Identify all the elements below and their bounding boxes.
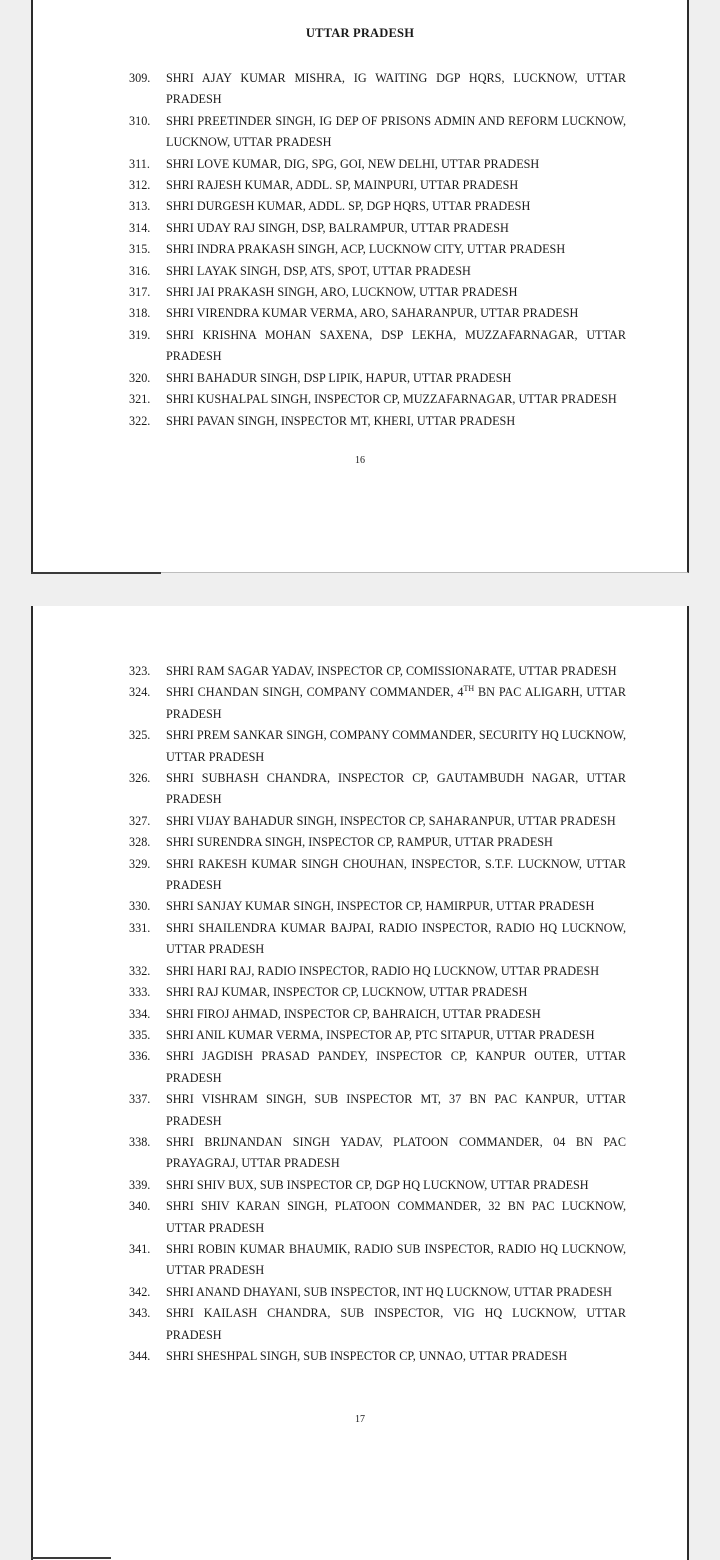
entry-text: SHRI ROBIN KUMAR BHAUMIK, RADIO SUB INSPECTOR, RADIO HQ LUCKNOW, UTTAR PRADESH xyxy=(166,1241,626,1278)
entry-number: 319. xyxy=(129,327,151,342)
document-page-16 xyxy=(31,0,689,573)
list-item xyxy=(33,1282,687,1303)
list-item xyxy=(33,1004,687,1025)
entry-number: 329. xyxy=(129,856,151,871)
entry-text: SHRI BRIJNANDAN SINGH YADAV, PLATOON COMMANDER, 04 BN PAC PRAYAGRAJ, UTTAR PRADESH xyxy=(166,1134,626,1171)
list-item xyxy=(33,261,687,282)
page-shadow xyxy=(31,572,161,574)
entry-text: SHRI VISHRAM SINGH, SUB INSPECTOR MT, 37 BN PAC KANPUR, UTTAR PRADESH xyxy=(166,1092,626,1128)
list-item xyxy=(33,832,687,853)
entry-number: 327. xyxy=(129,813,151,828)
list-item xyxy=(33,1046,687,1089)
list-item xyxy=(33,1089,687,1132)
entry-number: 310. xyxy=(129,113,151,128)
entry-text: SHRI PREETINDER SINGH, IG DEP OF PRISONS ADMIN AND REFORM LUCKNOW, LUCKNOW, UTTAR PRADESH xyxy=(166,113,626,150)
entry-number: 317. xyxy=(129,285,151,300)
list-item xyxy=(33,389,687,410)
entry-text: SHRI UDAY RAJ SINGH, DSP, BALRAMPUR, UTTAR PRADESH xyxy=(166,220,509,235)
list-item xyxy=(33,239,687,260)
entry-number: 339. xyxy=(129,1177,151,1192)
list-item xyxy=(33,1239,687,1282)
entry-number: 332. xyxy=(129,963,151,978)
list-item xyxy=(33,1025,687,1046)
entry-number: 321. xyxy=(129,392,151,407)
entry-number: 312. xyxy=(129,178,151,193)
entry-text: SHRI VIRENDRA KUMAR VERMA, ARO, SAHARANPUR, UTTAR PRADESH xyxy=(166,306,579,321)
page-number: 16 xyxy=(355,455,365,466)
entry-text: SHRI SURENDRA SINGH, INSPECTOR CP, RAMPUR, UTTAR PRADESH xyxy=(166,835,553,850)
list-item xyxy=(33,1196,687,1239)
entry-text: SHRI SHESHPAL SINGH, SUB INSPECTOR CP, UNNAO, UTTAR PRADESH xyxy=(166,1349,568,1363)
entry-number: 318. xyxy=(129,306,151,321)
list-item xyxy=(33,918,687,961)
entry-number: 320. xyxy=(129,370,151,385)
entry-text: SHRI VIJAY BAHADUR SINGH, INSPECTOR CP, SAHARANPUR, UTTAR PRADESH xyxy=(166,813,616,828)
list-item xyxy=(33,196,687,217)
list-item xyxy=(33,368,687,389)
entry-text: SHRI RAM SAGAR YADAV, INSPECTOR CP, COMISSIONARATE, UTTAR PRADESH xyxy=(166,664,617,678)
entry-text: SHRI PAVAN SINGH, INSPECTOR MT, KHERI, UTTAR PRADESH xyxy=(166,413,516,428)
entry-text: SHRI SUBHASH CHANDRA, INSPECTOR CP, GAUTAMBUDH NAGAR, UTTAR PRADESH xyxy=(166,771,626,807)
entry-list xyxy=(33,68,687,432)
list-item xyxy=(33,218,687,239)
entry-text-part: BN PAC ALIGARH, UTTAR PRADESH xyxy=(166,685,627,721)
list-item xyxy=(33,768,687,811)
list-item xyxy=(33,661,687,682)
ordinal-superscript: TH xyxy=(463,684,475,694)
entry-text: SHRI JAI PRAKASH SINGH, ARO, LUCKNOW, UTTAR PRADESH xyxy=(166,285,518,300)
entry-number: 331. xyxy=(129,920,151,935)
entry-text: SHRI FIROJ AHMAD, INSPECTOR CP, BAHRAICH, UTTAR PRADESH xyxy=(166,1006,541,1021)
entry-number: 330. xyxy=(129,899,151,914)
entry-number: 344. xyxy=(129,1349,151,1363)
entry-number: 340. xyxy=(129,1199,151,1214)
entry-text: SHRI KAILASH CHANDRA, SUB INSPECTOR, VIG HQ LUCKNOW, UTTAR PRADESH xyxy=(166,1306,626,1342)
entry-text: SHRI KRISHNA MOHAN SAXENA, DSP LEKHA, MUZZAFARNAGAR, UTTAR PRADESH xyxy=(166,327,626,364)
entry-number: 334. xyxy=(129,1006,151,1021)
list-item xyxy=(33,303,687,324)
entry-number: 336. xyxy=(129,1049,151,1064)
entry-text xyxy=(166,682,626,725)
entry-text: SHRI LAYAK SINGH, DSP, ATS, SPOT, UTTAR PRADESH xyxy=(166,263,471,278)
entry-number: 323. xyxy=(129,664,151,678)
entry-number: 311. xyxy=(129,156,150,171)
entry-number: 337. xyxy=(129,1092,151,1107)
entry-number: 328. xyxy=(129,835,151,850)
list-item xyxy=(33,896,687,917)
entry-list xyxy=(33,661,687,1367)
list-item xyxy=(33,725,687,768)
list-item xyxy=(33,982,687,1003)
entry-text: SHRI ANIL KUMAR VERMA, INSPECTOR AP, PTC SITAPUR, UTTAR PRADESH xyxy=(166,1027,595,1042)
entry-number: 322. xyxy=(129,413,151,428)
list-item xyxy=(33,282,687,303)
entry-number: 326. xyxy=(129,771,151,786)
entry-number: 342. xyxy=(129,1284,151,1299)
document-page-17 xyxy=(31,606,689,1560)
entry-text: SHRI BAHADUR SINGH, DSP LIPIK, HAPUR, UTTAR PRADESH xyxy=(166,370,512,385)
entry-number: 313. xyxy=(129,199,151,214)
list-item xyxy=(33,325,687,368)
entry-text: SHRI ANAND DHAYANI, SUB INSPECTOR, INT HQ LUCKNOW, UTTAR PRADESH xyxy=(166,1284,612,1299)
list-item xyxy=(33,411,687,432)
page-number: 17 xyxy=(355,1414,365,1425)
entry-text: SHRI RAJESH KUMAR, ADDL. SP, MAINPURI, UTTAR PRADESH xyxy=(166,178,519,193)
list-item xyxy=(33,1346,687,1367)
entry-number: 341. xyxy=(129,1241,151,1256)
entry-text: SHRI RAJ KUMAR, INSPECTOR CP, LUCKNOW, UTTAR PRADESH xyxy=(166,985,528,1000)
page-shadow xyxy=(31,1557,111,1559)
entry-text: SHRI LOVE KUMAR, DIG, SPG, GOI, NEW DELHI, UTTAR PRADESH xyxy=(166,156,540,171)
entry-number: 343. xyxy=(129,1306,151,1321)
entry-number: 333. xyxy=(129,985,151,1000)
entry-number: 338. xyxy=(129,1134,151,1149)
list-item xyxy=(33,1132,687,1175)
page-title: UTTAR PRADESH xyxy=(305,26,415,40)
entry-text: SHRI SHIV BUX, SUB INSPECTOR CP, DGP HQ LUCKNOW, UTTAR PRADESH xyxy=(166,1177,589,1192)
entry-text: SHRI AJAY KUMAR MISHRA, IG WAITING DGP HQRS, LUCKNOW, UTTAR PRADESH xyxy=(166,71,626,107)
list-item xyxy=(33,961,687,982)
entry-text: SHRI KUSHALPAL SINGH, INSPECTOR CP, MUZZAFARNAGAR, UTTAR PRADESH xyxy=(166,392,617,407)
entry-number: 315. xyxy=(129,242,151,257)
entry-text: SHRI JAGDISH PRASAD PANDEY, INSPECTOR CP, KANPUR OUTER, UTTAR PRADESH xyxy=(166,1049,626,1085)
entry-text: SHRI PREM SANKAR SINGH, COMPANY COMMANDER, SECURITY HQ LUCKNOW, UTTAR PRADESH xyxy=(166,728,626,764)
entry-text: SHRI SANJAY KUMAR SINGH, INSPECTOR CP, HAMIRPUR, UTTAR PRADESH xyxy=(166,899,595,914)
list-item xyxy=(33,68,687,111)
entry-number: 316. xyxy=(129,263,151,278)
list-item xyxy=(33,854,687,897)
list-item xyxy=(33,154,687,175)
list-item xyxy=(33,1175,687,1196)
entry-number: 314. xyxy=(129,220,151,235)
entry-text: SHRI HARI RAJ, RADIO INSPECTOR, RADIO HQ LUCKNOW, UTTAR PRADESH xyxy=(166,963,600,978)
entry-text-part: SHRI CHANDAN SINGH, COMPANY COMMANDER, 4 xyxy=(166,685,464,700)
entry-number: 324. xyxy=(129,685,151,700)
entry-text: SHRI RAKESH KUMAR SINGH CHOUHAN, INSPECTOR, S.T.F. LUCKNOW, UTTAR PRADESH xyxy=(166,856,626,893)
list-item xyxy=(33,1303,687,1346)
list-item xyxy=(33,111,687,154)
list-item xyxy=(33,682,687,725)
entry-number: 325. xyxy=(129,728,151,743)
list-item xyxy=(33,811,687,832)
list-item xyxy=(33,175,687,196)
entry-text: SHRI SHIV KARAN SINGH, PLATOON COMMANDER, 32 BN PAC LUCKNOW, UTTAR PRADESH xyxy=(166,1199,626,1235)
entry-number: 335. xyxy=(129,1027,151,1042)
entry-text: SHRI SHAILENDRA KUMAR BAJPAI, RADIO INSPECTOR, RADIO HQ LUCKNOW, UTTAR PRADESH xyxy=(166,920,626,957)
entry-text: SHRI INDRA PRAKASH SINGH, ACP, LUCKNOW CITY, UTTAR PRADESH xyxy=(166,242,566,257)
entry-text: SHRI DURGESH KUMAR, ADDL. SP, DGP HQRS, UTTAR PRADESH xyxy=(166,199,531,214)
entry-number: 309. xyxy=(129,71,151,85)
